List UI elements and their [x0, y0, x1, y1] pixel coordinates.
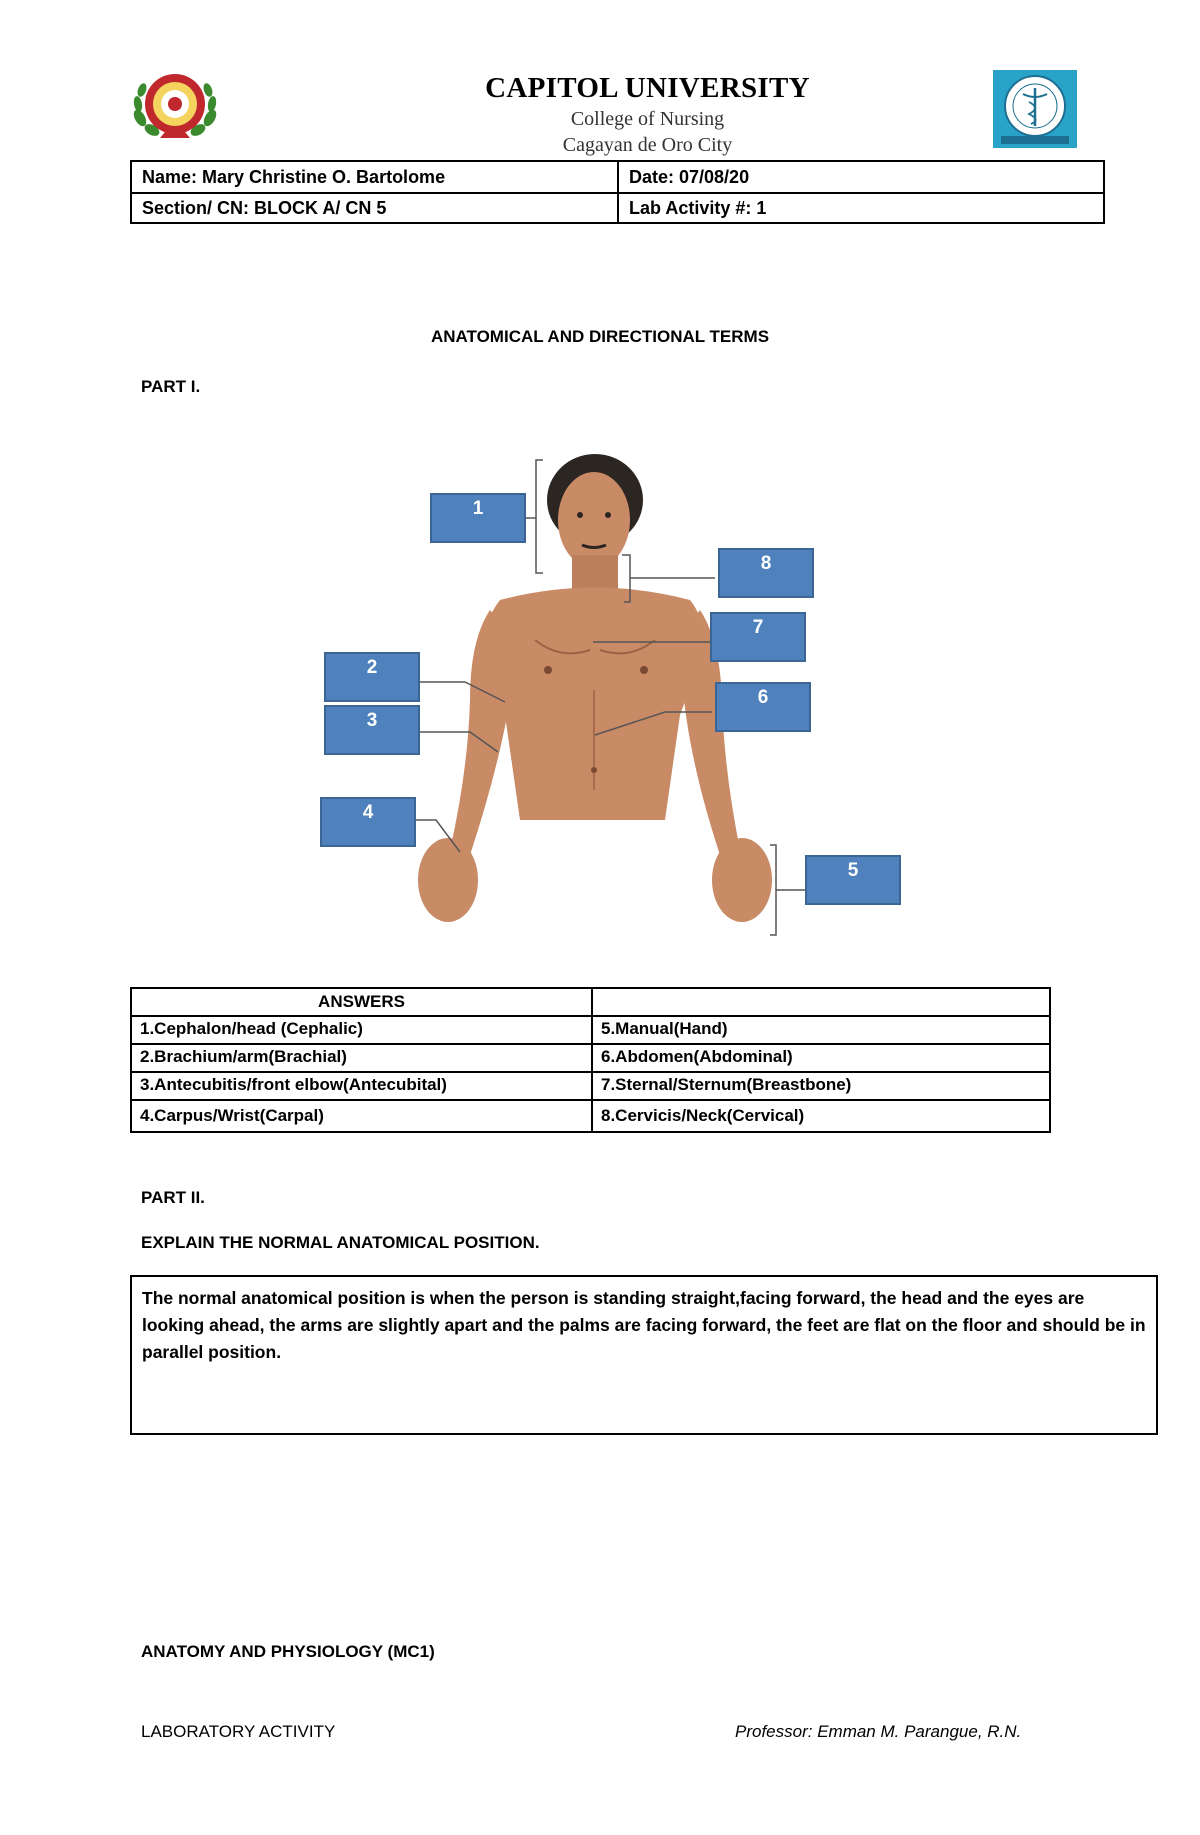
answer-cell: 1.Cephalon/head (Cephalic) — [140, 1019, 363, 1038]
diagram-label-1: 1 — [430, 493, 526, 543]
activity-date: Date: 07/08/20 — [629, 167, 750, 187]
diagram-label-5: 5 — [805, 855, 901, 905]
part-two-heading: PART II. — [141, 1188, 205, 1207]
university-seal-logo — [130, 68, 220, 144]
section-cn: Section/ CN: BLOCK A/ CN 5 — [142, 198, 387, 218]
answer-cell: 8.Cervicis/Neck(Cervical) — [601, 1106, 805, 1125]
answers-header: ANSWERS — [318, 992, 405, 1011]
college-name: College of Nursing — [570, 108, 725, 130]
course-name: ANATOMY AND PHYSIOLOGY (MC1) — [141, 1642, 435, 1661]
part-two-question: EXPLAIN THE NORMAL ANATOMICAL POSITION. — [141, 1233, 540, 1252]
document-title: ANATOMICAL AND DIRECTIONAL TERMS — [430, 327, 770, 346]
answers-table — [130, 987, 1051, 1133]
lab-activity-number: Lab Activity #: 1 — [629, 198, 767, 218]
part-two-answer: The normal anatomical position is when the person is standing straight,facing forward, the head and the eyes are looking ahead, the arms are slightly apart and the palms are facing forward, the feet are flat on the floor and should be in parallel position. — [130, 1275, 1158, 1435]
answer-cell: 6.Abdomen(Abdominal) — [601, 1047, 793, 1066]
college-of-nursing-logo — [993, 70, 1077, 148]
answer-cell: 3.Antecubitis/front elbow(Antecubital) — [140, 1075, 447, 1094]
student-info-table — [130, 160, 1105, 224]
laboratory-activity-label: LABORATORY ACTIVITY — [141, 1722, 336, 1741]
diagram-label-2: 2 — [324, 652, 420, 702]
answer-cell: 5.Manual(Hand) — [601, 1019, 728, 1038]
answer-cell: 2.Brachium/arm(Brachial) — [140, 1047, 347, 1066]
city-name: Cagayan de Oro City — [562, 134, 733, 156]
diagram-label-3: 3 — [324, 705, 420, 755]
professor-name: Professor: Emman M. Parangue, R.N. — [735, 1722, 1022, 1741]
part-one-heading: PART I. — [141, 377, 201, 396]
diagram-label-8: 8 — [718, 548, 814, 598]
answer-cell: 7.Sternal/Sternum(Breastbone) — [601, 1075, 852, 1094]
university-name: CAPITOL UNIVERSITY — [485, 72, 810, 104]
diagram-label-7: 7 — [710, 612, 806, 662]
answer-cell: 4.Carpus/Wrist(Carpal) — [140, 1106, 324, 1125]
diagram-label-6: 6 — [715, 682, 811, 732]
diagram-label-4: 4 — [320, 797, 416, 847]
student-name: Name: Mary Christine O. Bartolome — [142, 167, 446, 187]
